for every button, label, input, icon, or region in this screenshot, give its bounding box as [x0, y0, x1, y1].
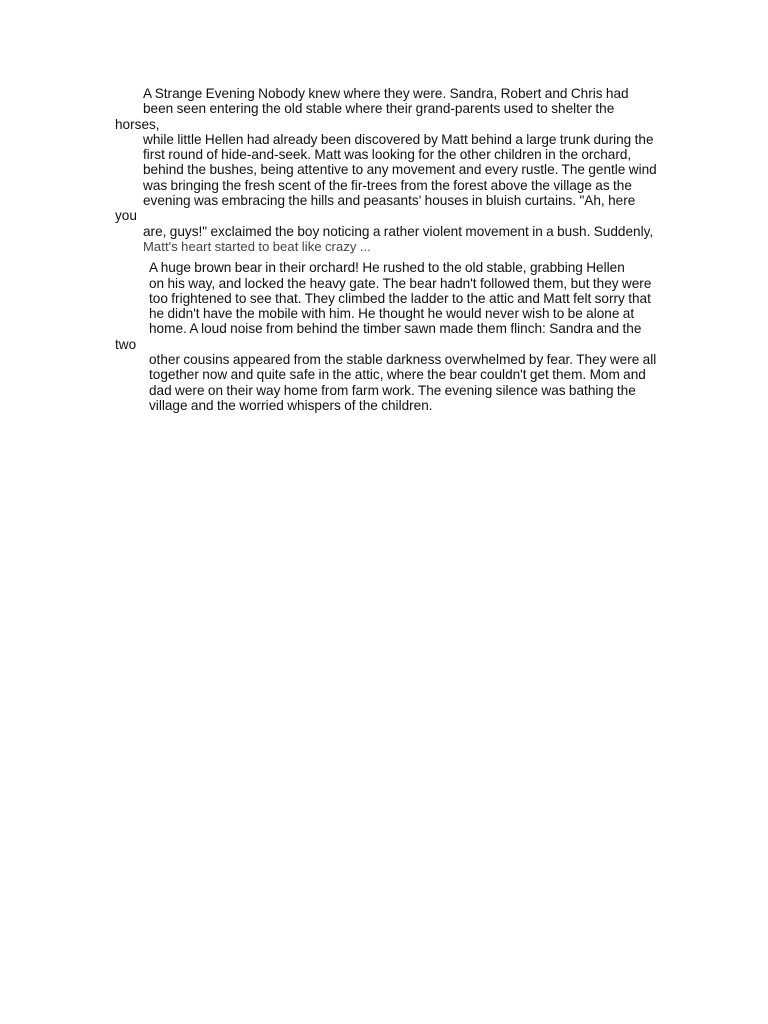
paragraph-2 [115, 260, 660, 413]
text-line: Matt's heart started to beat like crazy ... [143, 238, 371, 254]
text-line: other cousins appeared from the stable darkness overwhelmed by fear. They were all [149, 352, 657, 368]
text-line: evening was embracing the hills and peasants' houses in bluish curtains. "Ah, here you [115, 193, 636, 224]
text-line: dad were on their way home from farm work. The evening silence was bathing the [149, 382, 636, 398]
text-line: been seen entering the old stable where their grand-parents used to shelter the horses, [115, 101, 615, 132]
text-line: he didn't have the mobile with him. He thought he would never wish to be alone at [149, 306, 635, 322]
text-line: are, guys!" exclaimed the boy noticing a rather violent movement in a bush. Suddenly, [143, 223, 654, 239]
text-line: was bringing the fresh scent of the fir-trees from the forest above the village as the [143, 177, 632, 193]
text-line: on his way, and locked the heavy gate. The bear hadn't followed them, but they were [149, 275, 652, 291]
text-line: A huge brown bear in their orchard! He rushed to the old stable, grabbing Hellen [149, 260, 625, 276]
text-line: together now and quite safe in the attic, where the bear couldn't get them. Mom and [149, 367, 646, 383]
paragraph-1 [115, 86, 660, 254]
text-line: A Strange Evening Nobody knew where they were. Sandra, Robert and Chris had [143, 86, 629, 101]
text-line: while little Hellen had already been discovered by Matt behind a large trunk during the [143, 131, 654, 147]
text-line: first round of hide-and-seek. Matt was looking for the other children in the orchard, [143, 147, 632, 163]
story-text [115, 86, 660, 413]
text-line: too frightened to see that. They climbed the ladder to the attic and Matt felt sorry that [149, 290, 651, 306]
text-line: behind the bushes, being attentive to any movement and every rustle. The gentle wind [143, 162, 657, 178]
text-line: home. A loud noise from behind the timber sawn made them flinch: Sandra and the two [115, 321, 642, 352]
text-line: village and the worried whispers of the children. [149, 397, 433, 413]
